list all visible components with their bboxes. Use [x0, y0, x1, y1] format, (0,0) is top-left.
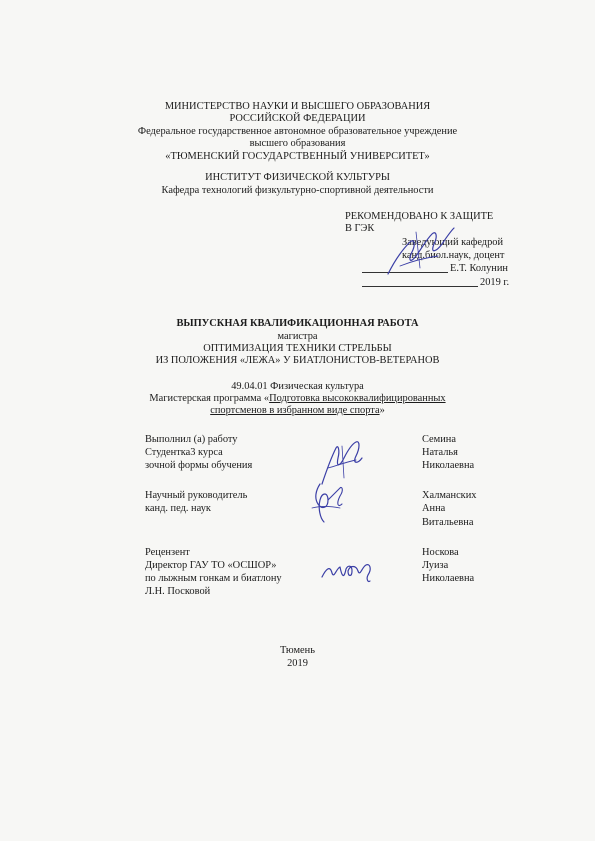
city: Тюмень: [280, 645, 315, 656]
supervisor-surname: Халманских: [422, 490, 477, 501]
footer-year: 2019: [287, 658, 308, 669]
supervisor-name: Анна: [422, 503, 446, 514]
work-type: ВЫПУСКНАЯ КВАЛИФИКАЦИОННАЯ РАБОТА: [176, 318, 419, 329]
program-prefix: Магистерская программа «: [149, 393, 270, 404]
author-patronymic: Николаевна: [422, 460, 475, 471]
program-suffix: »: [379, 405, 385, 416]
author-name: Наталья: [422, 447, 458, 458]
institution-line-1: Федеральное государственное автономное образовательное учреждение: [137, 126, 458, 137]
university-name: «ТЮМЕНСКИЙ ГОСУДАРСТВЕННЫЙ УНИВЕРСИТЕТ»: [165, 151, 430, 162]
head-of-department-title: Заведующий кафедрой: [402, 237, 504, 248]
reviewer-label-1: Рецензент: [145, 547, 190, 558]
reviewer-signature: [318, 555, 376, 585]
supervisor-patronymic: Витальевна: [422, 517, 474, 528]
reviewer-label-4: Л.Н. Посковой: [145, 586, 211, 597]
supervisor-label-2: канд. пед. наук: [145, 503, 211, 514]
work-level: магистра: [277, 331, 318, 342]
supervisor-signature: [306, 478, 348, 526]
reviewer-label-2: Директор ГАУ ТО «ОСШОР»: [145, 560, 277, 571]
author-label-1: Выполнил (а) работу: [145, 434, 238, 445]
program-name-line-1: Подготовка высококвалифицированных: [269, 393, 446, 404]
department-name: Кафедра технологий физкультурно-спортивной деятельности: [161, 185, 434, 196]
approval-line-2: В ГЭК: [345, 223, 375, 234]
institution-line-2: высшего образования: [249, 138, 346, 149]
institute-name: ИНСТИТУТ ФИЗИЧЕСКОЙ КУЛЬТУРЫ: [205, 172, 390, 183]
reviewer-name: Луиза: [422, 560, 449, 571]
approval-year: 2019 г.: [480, 277, 510, 288]
supervisor-label-1: Научный руководитель: [145, 490, 248, 501]
reviewer-surname: Носкова: [422, 547, 459, 558]
head-signature: [380, 222, 460, 280]
ministry-line-2: РОССИЙСКОЙ ФЕДЕРАЦИИ: [229, 113, 366, 124]
date-line: [362, 286, 478, 287]
work-title-line-1: ОПТИМИЗАЦИЯ ТЕХНИКИ СТРЕЛЬБЫ: [203, 343, 392, 354]
head-of-department-degree: канд.биол.наук, доцент: [402, 250, 505, 261]
author-surname: Семина: [422, 434, 456, 445]
specialty: 49.04.01 Физическая культура: [231, 381, 364, 392]
program-line-2: [0, 405, 595, 417]
ministry-line-1: МИНИСТЕРСТВО НАУКИ И ВЫСШЕГО ОБРАЗОВАНИЯ: [164, 101, 431, 112]
head-of-department-name: Е.Т. Колунин: [450, 263, 508, 274]
approval-line-1: РЕКОМЕНДОВАНО К ЗАЩИТЕ: [345, 211, 494, 222]
reviewer-patronymic: Николаевна: [422, 573, 475, 584]
work-title-line-2: ИЗ ПОЛОЖЕНИЯ «ЛЕЖА» У БИАТЛОНИСТОВ-ВЕТЕРАНОВ: [155, 355, 440, 366]
program-name-line-2: спортсменов в избранном виде спорта: [210, 405, 380, 416]
program-line-1: [0, 393, 595, 405]
author-label-3: зочной формы обучения: [145, 460, 253, 471]
reviewer-label-3: по лыжным гонкам и биатлону: [145, 573, 282, 584]
author-label-2: Студентка3 курса: [145, 447, 223, 458]
